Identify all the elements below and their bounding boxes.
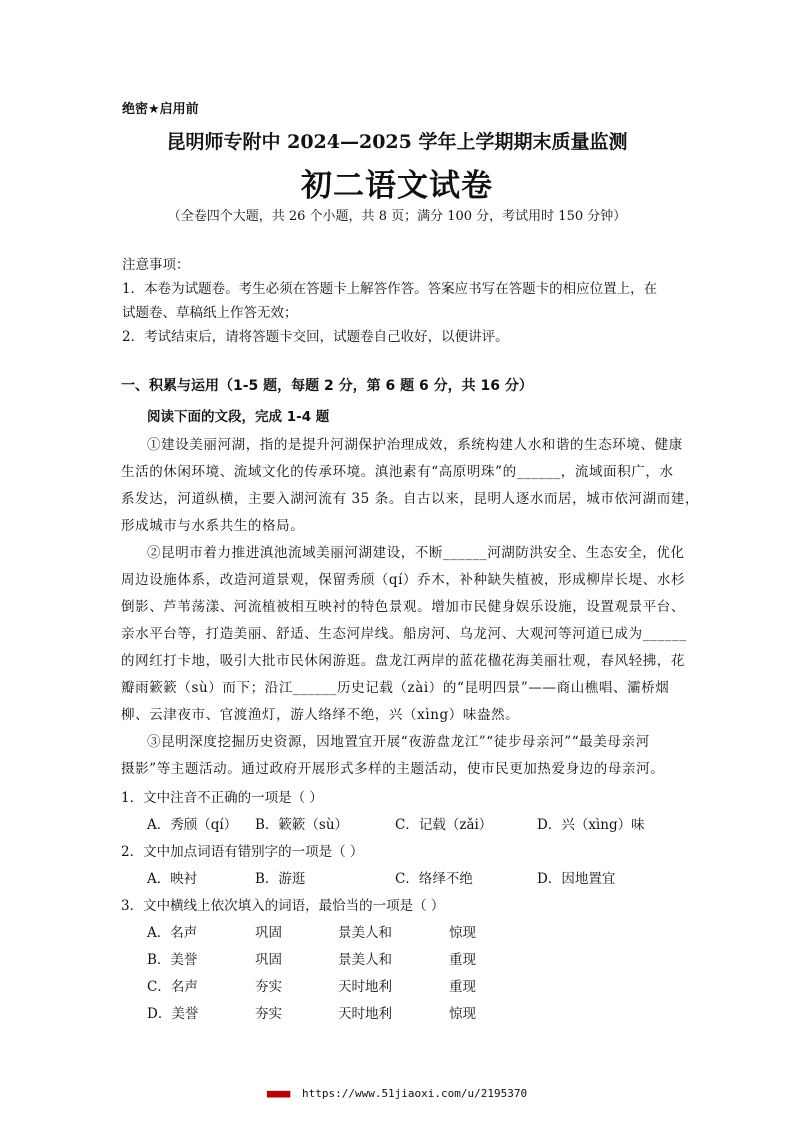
option-a: A．名声 [147,925,198,941]
question-stem: 3．文中横线上依次填入的词语，最恰当的一项是（ ） [121,898,445,914]
option-cell: 夯实 [255,1006,282,1022]
passage-line: 周边设施体系，改造河道景观，保留秀颀（qí）乔木，补种缺失植被，形成柳岸长堤、水杉 [121,572,686,588]
option-cell: 惊现 [449,925,476,941]
option-cell: 景美人和 [338,925,392,941]
option-a: A．映衬 [147,871,198,887]
passage-line: ②昆明市着力推进滇池流域美丽河湖建设，不断______河湖防洪安全、生态安全，优化 [147,545,685,561]
option-cell: 巩固 [255,925,282,941]
option-cell: 惊现 [449,1006,476,1022]
footer-watermark [0,1087,794,1100]
option-b: B．游逛 [255,871,306,887]
notice-line: 2．考试结束后，请将答题卡交回，试题卷自己收好，以便讲评。 [122,329,509,345]
passage-line: ③昆明深度挖掘历史资源，因地置宜开展“夜游盘龙江”“徒步母亲河”“最美母亲河 [147,734,650,750]
passage-line: ①建设美丽河湖，指的是提升河湖保护治理成效，系统构建人水和谐的生态环境、健康 [147,437,683,453]
option-cell: 景美人和 [338,952,392,968]
exam-info: （全卷四个大题，共 26 个小题，共 8 页；满分 100 分，考试用时 150 分钟） [167,209,627,224]
option-c: C．名声 [147,979,198,995]
option-cell: 天时地利 [338,979,392,995]
passage-line: 柳、云津夜市、官渡渔灯，游人络绎不绝，兴（xìng）味盎然。 [121,707,520,723]
option-c: C．记载（zǎi） [395,817,493,833]
footer-logo: ■■■■ [266,1087,290,1100]
option-cell: 重现 [449,952,476,968]
option-b: B．簌簌（sù） [255,817,349,833]
notice-label: 注意事项： [122,257,190,273]
section-heading: 一、积累与运用（1-5 题，每题 2 分，第 6 题 6 分，共 16 分） [121,378,533,394]
reading-instruction: 阅读下面的文段，完成 1-4 题 [147,409,330,425]
option-cell: 天时地利 [338,1006,392,1022]
footer-url[interactable]: https://www.51jiaoxi.com/u/2195370 [301,1087,528,1100]
passage-line: 系发达，河道纵横，主要入湖河流有 35 条。自古以来，昆明人逐水而居，城市依河湖而建， [121,491,700,507]
option-c: C．络绎不绝 [395,871,473,887]
question-stem: 2．文中加点词语有错别字的一项是（ ） [121,844,364,860]
passage-line: 的网红打卡地，吸引大批市民休闲游逛。盘龙江两岸的蓝花楹花海美丽壮观，春风轻拂，花 [121,653,685,669]
confidential-mark: 绝密★启用前 [122,102,199,117]
notice-line: 1．本卷为试题卷。考生必须在答题卡上解答作答。答案应书写在答题卡的相应位置上，在 [122,281,658,297]
option-d: D．因地置宜 [537,871,616,887]
passage-line: 形成城市与水系共生的格局。 [121,518,305,534]
passage-line: 亲水平台等，打造美丽、舒适、生态河岸线。船房河、乌龙河、大观河等河道已成为______ [121,626,687,642]
school-exam-name: 昆明师专附中 2024—2025 学年上学期期末质量监测 [166,131,628,153]
option-a: A．秀颀（qí） [147,817,238,833]
option-d: D．兴（xìng）味 [537,817,645,833]
option-cell: 夯实 [255,979,282,995]
option-b: B．美誉 [147,952,198,968]
notice-line: 试题卷、草稿纸上作答无效； [122,305,298,321]
passage-line: 摄影”等主题活动。通过政府开展形式多样的主题活动，使市民更加热爱身边的母亲河。 [121,761,665,777]
page-title: 初二语文试卷 [301,168,493,204]
passage-line: 瓣雨簌簌（sù）而下；沿江______历史记载（zài）的“昆明四景”——商山樵唱、灞桥烟 [121,680,670,696]
passage-line: 倒影、芦苇荡漾、河流植被相互映衬的特色景观。增加市民健身娱乐设施，设置观景平台、 [121,599,685,615]
option-d: D．美誉 [147,1006,199,1022]
option-cell: 重现 [449,979,476,995]
passage-line: 生活的休闲环境、流域文化的传承环境。滇池素有“高原明珠”的______，流域面积广，水 [121,464,674,480]
option-cell: 巩固 [255,952,282,968]
question-stem: 1．文中注音不正确的一项是（ ） [121,790,323,806]
